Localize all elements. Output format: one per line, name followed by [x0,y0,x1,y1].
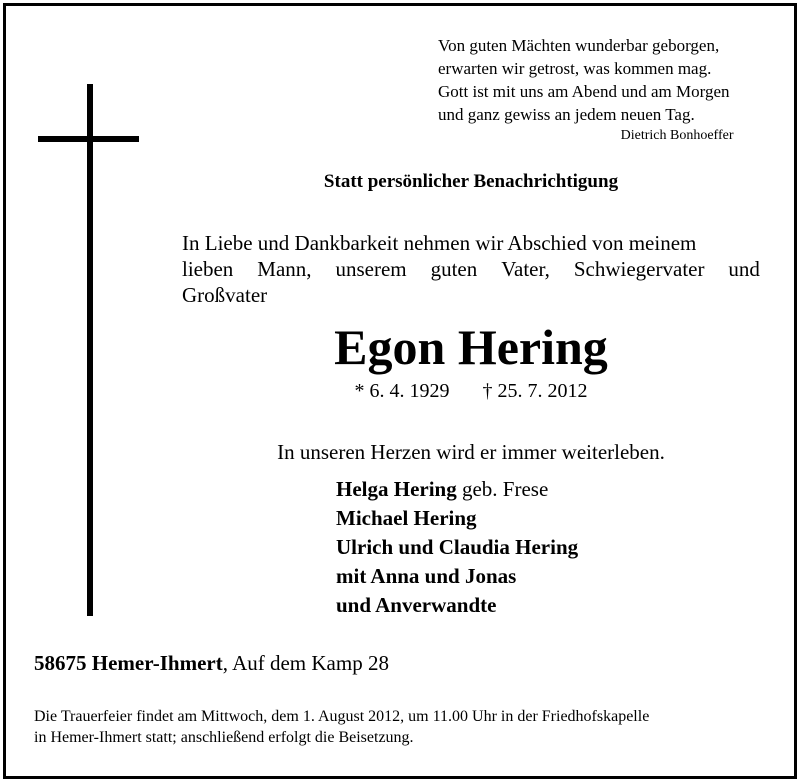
address-street: , Auf dem Kamp 28 [222,651,389,675]
funeral-line: Die Trauerfeier findet am Mittwoch, dem 1. August 2012, um 11.00 Uhr in der Friedhofskapelle [34,708,650,725]
funeral-line: in Hemer-Ihmert statt; anschließend erfolgt die Beisetzung. [34,729,414,746]
mourner [336,591,578,620]
mourner-name: und Anverwandte [336,593,497,617]
mourner-note: geb. Frese [461,477,549,501]
poem-line: erwarten wir getrost, was kommen mag. [438,59,712,78]
deceased-name: Egon Hering [334,319,608,375]
poem-line: Von guten Mächten wunderbar geborgen, [438,36,720,55]
intro-word: Mann, [257,257,312,281]
mourner [336,475,578,504]
mourner [336,533,578,562]
intro-word: und [728,257,760,281]
memory-text: In unseren Herzen wird er immer weiterleben. [277,440,665,464]
cross-icon [87,84,93,616]
birth-date: * 6. 4. 1929 [354,380,450,402]
intro-line: Großvater [182,283,268,307]
intro-word: lieben [182,257,234,281]
cross-icon-bar [38,136,139,142]
intro-word: Vater, [501,257,550,281]
intro-text [182,230,760,308]
poem-block [438,34,734,147]
intro-line: In Liebe und Dankbarkeit nehmen wir Abschied von meinem [182,231,697,255]
mourner-name: Helga Hering [336,477,457,501]
poem-line: Gott ist mit uns am Abend und am Morgen [438,82,730,101]
death-date: † 25. 7. 2012 [482,380,588,402]
mourners-list [336,475,578,620]
address-city: 58675 Hemer-Ihmert [34,651,223,675]
poem-author: Dietrich Bonhoeffer [620,128,734,143]
life-dates [182,380,760,403]
intro-line-justified [182,256,760,282]
funeral-info [34,706,649,748]
address [34,651,389,676]
mourner-name: Michael Hering [336,506,477,530]
mourner [336,504,578,533]
poem-line: und ganz gewiss an jedem neuen Tag. [438,105,695,124]
intro-word: unserem [335,257,407,281]
mourner [336,562,578,591]
mourner-name: Ulrich und Claudia Hering [336,535,579,559]
mourner-name: mit Anna und Jonas [336,564,517,588]
notice-heading: Statt persönlicher Benachrichtigung [323,171,619,192]
intro-word: Schwiegervater [573,257,705,281]
intro-word: guten [430,257,478,281]
